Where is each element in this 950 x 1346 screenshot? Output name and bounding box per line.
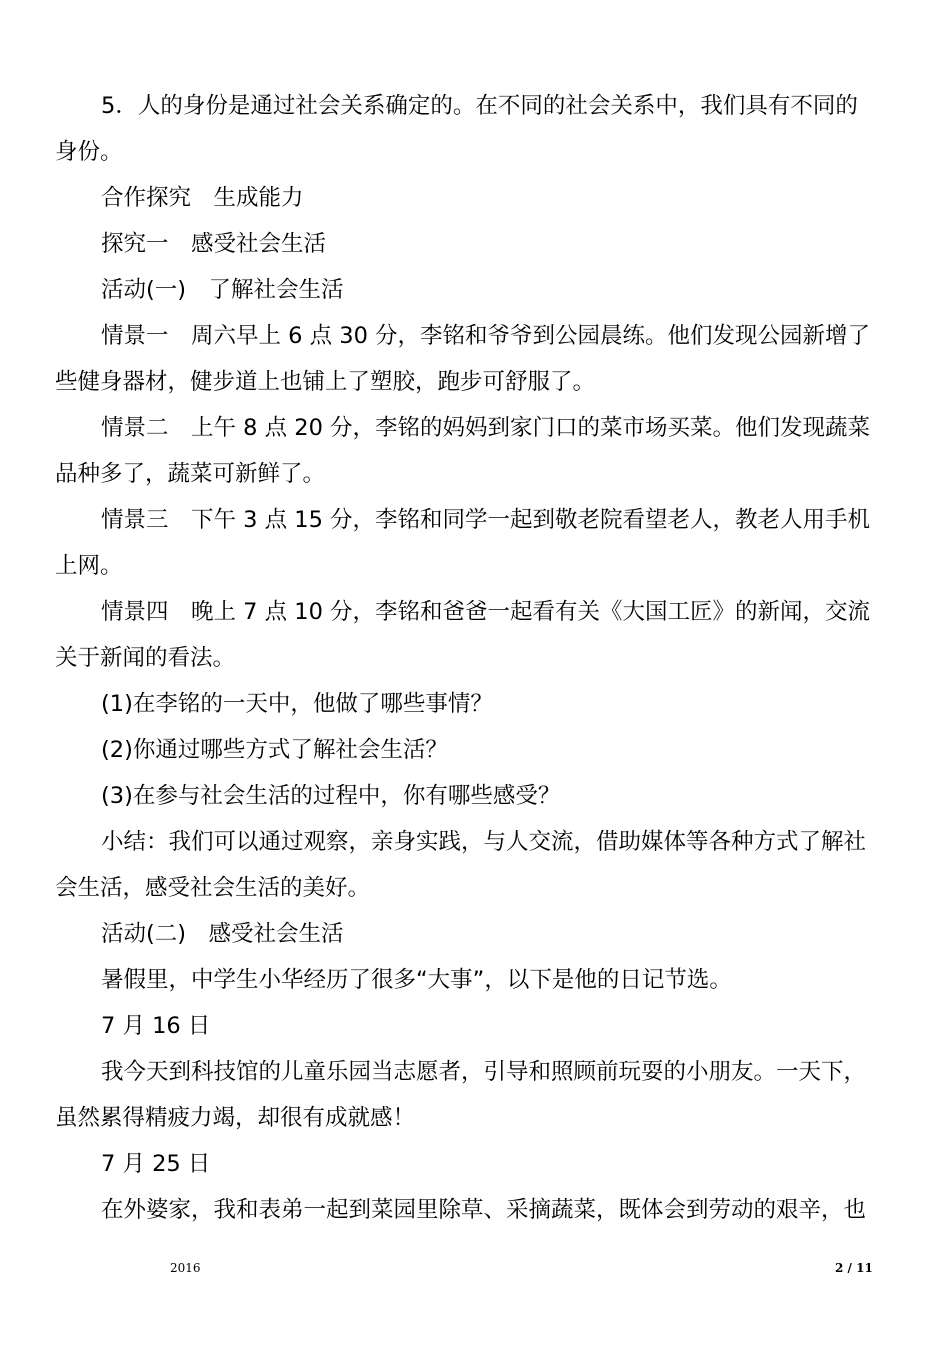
text-line: 关于新闻的看法。 xyxy=(55,645,236,671)
activity-heading: 活动(二) 感受社会生活 xyxy=(101,921,344,947)
text-line: 情景二 上午 8 点 20 分，李铭的妈妈到家门口的菜市场买菜。他们发现蔬菜 xyxy=(101,415,871,441)
footer-year: 2016 xyxy=(170,1261,201,1275)
text-line: 暑假里，中学生小华经历了很多“大事”，以下是他的日记节选。 xyxy=(101,967,732,993)
question-line: (1)在李铭的一天中，他做了哪些事情？ xyxy=(101,691,493,717)
text-line: 虽然累得精疲力竭，却很有成就感！ xyxy=(55,1105,416,1131)
diary-date: 7 月 25 日 xyxy=(101,1151,211,1177)
text-line: 小结：我们可以通过观察，亲身实践，与人交流，借助媒体等各种方式了解社 xyxy=(101,829,867,855)
text-line: 会生活，感受社会生活的美好。 xyxy=(55,875,371,901)
text-line: 品种多了，蔬菜可新鲜了。 xyxy=(55,461,326,487)
text-line: 情景三 下午 3 点 15 分，李铭和同学一起到敬老院看望老人，教老人用手机 xyxy=(101,507,871,533)
question-line: (3)在参与社会生活的过程中，你有哪些感受？ xyxy=(101,783,561,809)
text-line: 身份。 xyxy=(55,139,123,165)
question-line: (2)你通过哪些方式了解社会生活？ xyxy=(101,737,448,763)
section-heading: 合作探究 生成能力 xyxy=(101,185,304,211)
text-line: 在外婆家，我和表弟一起到菜园里除草、采摘蔬菜，既体会到劳动的艰辛，也 xyxy=(101,1197,867,1223)
text-line: 情景四 晚上 7 点 10 分，李铭和爸爸一起看有关《大国工匠》的新闻，交流 xyxy=(101,599,871,625)
activity-heading: 活动(一) 了解社会生活 xyxy=(101,277,344,303)
text-line: 上网。 xyxy=(55,553,123,579)
page-number: 2 / 11 xyxy=(835,1261,873,1275)
section-heading: 探究一 感受社会生活 xyxy=(101,231,327,257)
text-line: 些健身器材，健步道上也铺上了塑胶，跑步可舒服了。 xyxy=(55,369,596,395)
text-line: 情景一 周六早上 6 点 30 分，李铭和爷爷到公园晨练。他们发现公园新增了 xyxy=(101,323,871,349)
text-line: 5．人的身份是通过社会关系确定的。在不同的社会关系中，我们具有不同的 xyxy=(101,93,858,119)
diary-date: 7 月 16 日 xyxy=(101,1013,211,1039)
text-line: 我今天到科技馆的儿童乐园当志愿者，引导和照顾前玩耍的小朋友。一天下， xyxy=(101,1059,867,1085)
